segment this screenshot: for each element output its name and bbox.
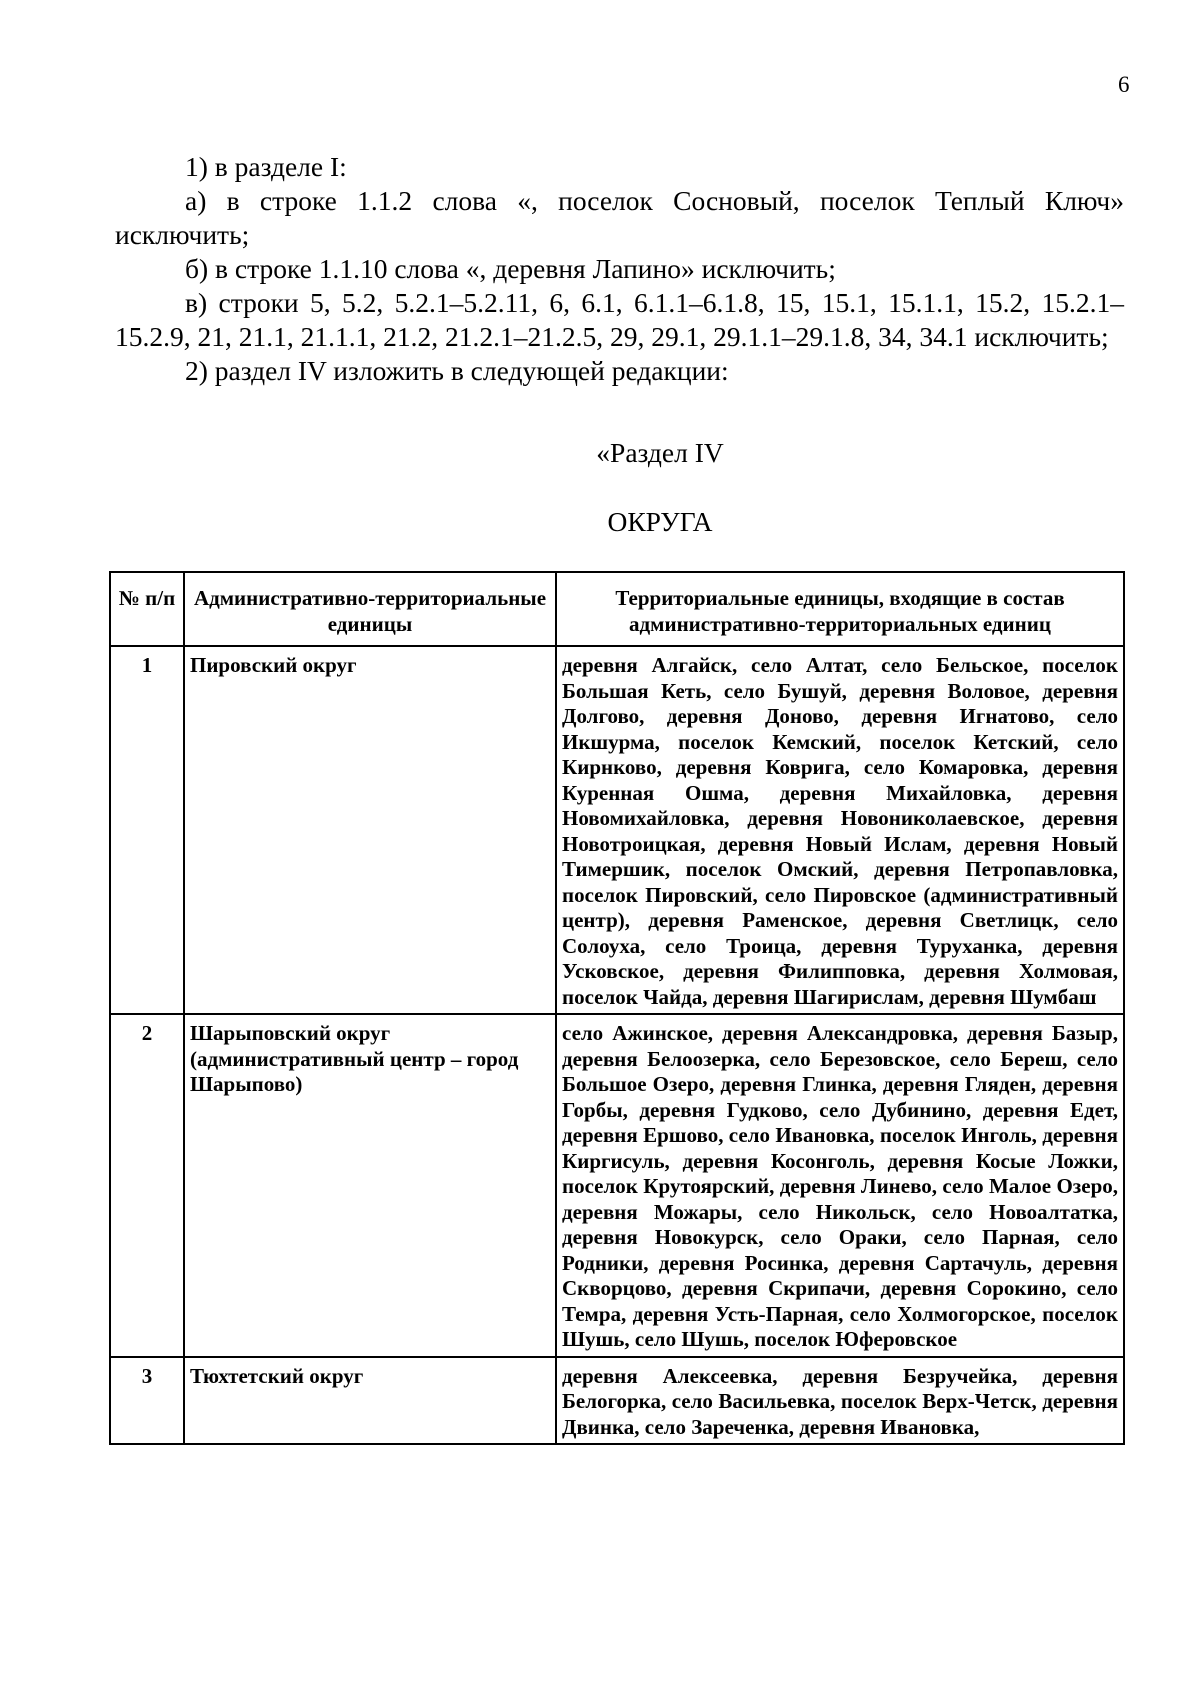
intro-paragraph-2: а) в строке 1.1.2 слова «, поселок Сосновый, поселок Теплый Ключ» исключить;: [115, 185, 1124, 250]
header-unit: Административно-территориальные единицы: [184, 572, 556, 646]
intro-paragraph-3: б) в строке 1.1.10 слова «, деревня Лапино» исключить;: [185, 253, 836, 284]
section-subtitle: ОКРУГА: [607, 506, 713, 537]
row-territories: деревня Алгайск, село Алтат, село Бельское, поселок Большая Кеть, село Бушуй, деревня Воловое, деревня Долгово, деревня Доново, деревня Игнатово, село Икшурма, поселок Кемский, поселок Кетский, село Кирнково, деревня Коврига, село Комаровка, деревня Куренная Ошма, деревня Михайловка, деревня Новомихайловка, деревня Новониколаевское, деревня Новотроицкая, деревня Новый Ислам, деревня Новый Тимершик, поселок Омский, деревня Петропавловка, поселок Пировский, село Пировское (административный центр), деревня Раменское, деревня Светлицк, село Солоуха, село Троица, деревня Туруханка, деревня Усковское, деревня Филипповка, деревня Холмовая, поселок Чайда, деревня Шагирислам, деревня Шумбаш: [556, 646, 1124, 1014]
row-territories: деревня Алексеевка, деревня Безручейка, деревня Белогорка, село Васильевка, поселок Верх-Четск, деревня Двинка, село Зареченка, деревня Ивановка,: [556, 1357, 1124, 1445]
row-unit: Шарыповский округ (административный центр – город Шарыпово): [184, 1014, 556, 1357]
row-unit: Пировский округ: [184, 646, 556, 1014]
row-num: 3: [110, 1357, 184, 1445]
table-row: [110, 1014, 1124, 1357]
header-territories: Территориальные единицы, входящие в состав административно-территориальных единиц: [556, 572, 1124, 646]
intro-paragraph-4: в) строки 5, 5.2, 5.2.1–5.2.11, 6, 6.1, 6.1.1–6.1.8, 15, 15.1, 15.1.1, 15.2, 15.2.1–15.2.9, 21, 21.1, 21.1.1, 21.2, 21.2.1–21.2.5, 29, 29.1, 29.1.1–29.1.8, 34, 34.1 исключить;: [115, 287, 1124, 352]
row-territories: село Ажинское, деревня Александровка, деревня Базыр, деревня Белоозерка, село Березовское, село Береш, село Большое Озеро, деревня Глинка, деревня Гляден, деревня Горбы, деревня Гудково, село Дубинино, деревня Едет, деревня Ершово, село Ивановка, поселок Инголь, деревня Киргисуль, деревня Косонголь, деревня Косые Ложки, поселок Крутоярский, деревня Линево, село Малое Озеро, деревня Можары, село Никольск, село Новоалтатка, деревня Новокурск, село Ораки, село Парная, село Родники, деревня Росинка, деревня Сартачуль, деревня Скворцово, деревня Скрипачи, деревня Сорокино, село Темра, деревня Усть-Парная, село Холмогорское, поселок Шушь, село Шушь, поселок Юферовское: [556, 1014, 1124, 1357]
header-num: № п/п: [110, 572, 184, 646]
intro-text: [115, 150, 1124, 388]
table-header-row: [110, 572, 1124, 646]
table-row: [110, 646, 1124, 1014]
row-unit: Тюхтетский округ: [184, 1357, 556, 1445]
intro-paragraph-5: 2) раздел IV изложить в следующей редакции:: [185, 355, 729, 386]
row-num: 2: [110, 1014, 184, 1357]
okruga-table: [109, 571, 1125, 1445]
table-row: [110, 1357, 1124, 1445]
page-number: 6: [1118, 72, 1130, 97]
row-num: 1: [110, 646, 184, 1014]
section-title: «Раздел IV: [596, 437, 724, 468]
intro-paragraph-1: 1) в разделе I:: [185, 151, 347, 182]
